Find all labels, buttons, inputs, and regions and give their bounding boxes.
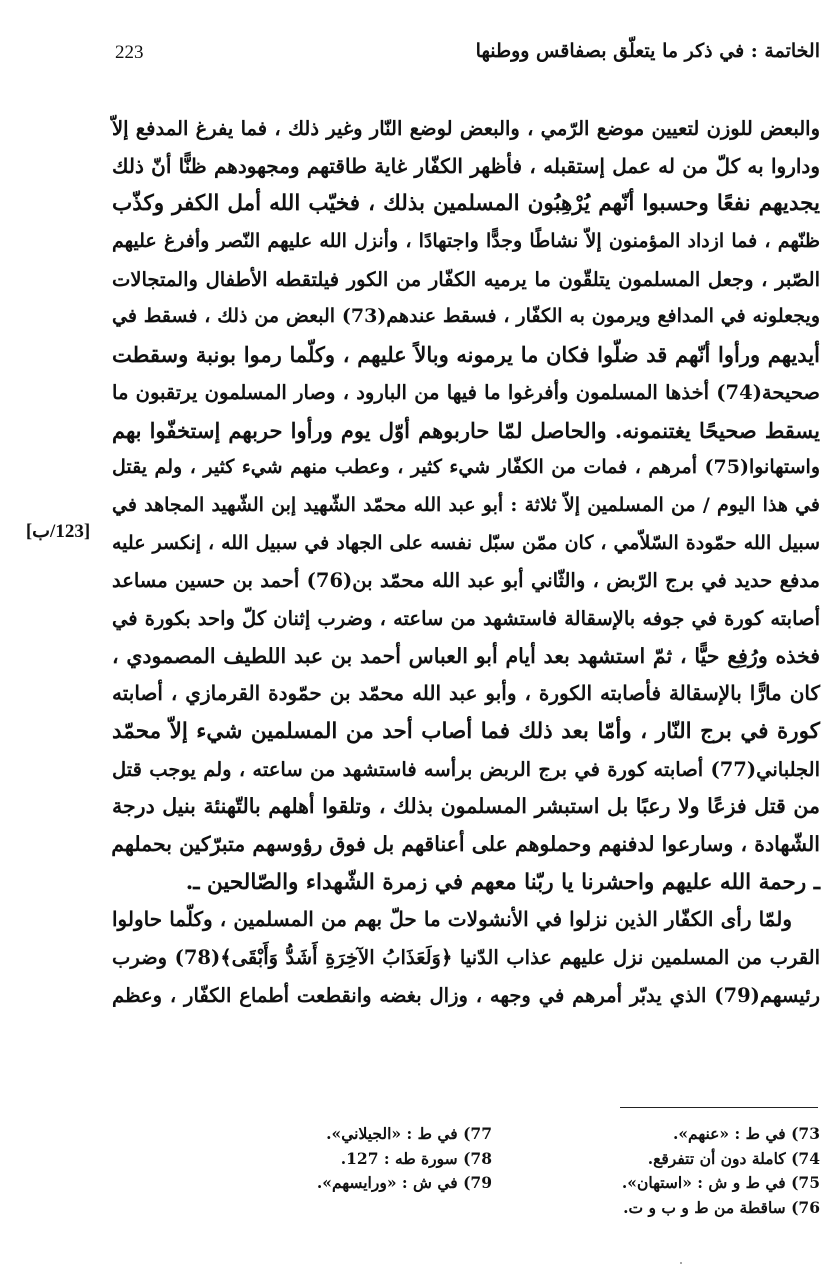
footnote-text: كاملة دون أن تتفرقع.: [647, 1148, 786, 1168]
text-line: كورة في برج النّار ، وأمّا بعد ذلك فما أصاب أحد من المسلمين شيء إلاّ محمّد: [112, 719, 820, 744]
footnote: [292, 1122, 492, 1147]
footnote: [520, 1171, 820, 1196]
text-line: الجلباني(77) أصابته كورة في برج الربض برأسه فاستشهد من ساعته ، ولم يوجب قتل: [112, 757, 820, 781]
footnote-text: سورة طه : 127.: [340, 1148, 458, 1168]
footnote-number: 77): [463, 1124, 492, 1143]
chapter-title: الخاتمة : في ذكر ما يتعلّق بصفاقس ووطنها: [475, 40, 820, 62]
text-line: واستهانوا(75) أمرهم ، فمات من الكفّار شيء كثير ، وعطب منهم شيء كثير ، ولم يقتل: [112, 456, 820, 479]
text-line: القرب من المسلمين نزل عليهم عذاب الدّنيا ﴿وَلَعَذَابُ الآخِرَةِ أَشَدُّ وَأَبْقَى﴾(78) وضرب: [112, 946, 821, 970]
footnote: [520, 1196, 820, 1221]
text-line: رئيسهم(79) الذي يدبّر أمرهم في وجهه ، وزال بغضه وانقطعت أطماع الكفّار ، وعظم: [112, 983, 820, 1007]
page-speck: [680, 1262, 682, 1264]
footnotes-right-column: [520, 1122, 820, 1220]
footnote-text: في ط : «الجيلاني».: [326, 1124, 458, 1143]
footnote-separator: [620, 1107, 818, 1108]
footnotes-left-column: [292, 1122, 492, 1196]
footnote-number: 75): [791, 1173, 820, 1192]
text-line: يسقط صحيحًا يغتنمونه. والحاصل لمّا حاربوهم أوّل يوم ورأوا حربهم إستخفّوا بهم: [112, 417, 820, 443]
text-line: مدفع حديد في برج الرّبض ، والثّاني أبو عبد الله محمّد بن(76) أحمد بن حسين مساعد: [112, 569, 820, 593]
running-header: [115, 40, 820, 70]
text-line: ويجعلونه في المدافع ويرمون به الكفّار ، فسقط عندهم(73) البعض من ذلك ، فسقط في: [112, 305, 821, 328]
page-number: 223: [115, 42, 144, 63]
text-line: والبعض للوزن لتعيين موضع الرّمي ، والبعض لوضع النّار وغير ذلك ، فما يفرغ المدفع إلاّ: [112, 117, 820, 140]
footnote: [292, 1147, 492, 1172]
text-line: في هذا اليوم / من المسلمين إلاّ ثلاثة : أبو عبد الله محمّد الشّهيد إبن الشّهيد المجاهد في: [112, 493, 820, 516]
footnote-text: في ش : «ورايسهم».: [316, 1173, 458, 1192]
text-line: ـ رحمة الله عليهم واحشرنا يا ربّنا معهم في زمرة الشّهداء والصّالحين ـ.: [185, 869, 820, 895]
text-line: الشّهادة ، وسارعوا لدفنهم وحملوهم على أعناقهم بل فوق رؤوسهم متبرّكين بحملهم: [111, 832, 820, 857]
footnote-number: 73): [791, 1124, 820, 1143]
text-line: أيديهم ورأوا أنّهم قد ضلّوا فكان ما يرمونه وبالاً عليهم ، وكلّما رموا بونبة وسقطت: [112, 342, 820, 368]
text-line: الصّبر ، وجعل المسلمون يتلقّون ما يرميه الكفّار من الكور فيلتقطه الأطفال والمتجالات: [112, 267, 820, 291]
footnote-number: 74): [791, 1148, 820, 1168]
main-text: [112, 110, 820, 1015]
footnote-number: 79): [463, 1173, 492, 1192]
text-line: يجديهم نفعًا وحسبوا أنّهم يُرْهِبُون المسلمين بذلك ، فخيّب الله أمل الكفر وكذّب: [112, 191, 820, 217]
text-line: سبيل الله حمّودة السّلاّمي ، كان ممّن سبّل نفسه على الجهاد في سبيل الله ، إنكسر عليه: [112, 531, 820, 554]
footnote: [292, 1171, 492, 1196]
text-line: فخذه ورُفِع حيًّا ، ثمّ استشهد بعد أيام أبو العباس أحمد بن عبد اللطيف المصمودي ،: [112, 643, 821, 668]
manuscript-folio-marker: [123/ب]: [25, 521, 91, 542]
text-line: أصابته كورة في جوفه بالإسقالة فاستشهد من ساعته ، وضرب إثنان كلّ واحد بكورة في: [112, 606, 820, 630]
footnote: [520, 1122, 820, 1147]
text-line: من قتل فزعًا ولا رعبًا بل استبشر المسلمون بذلك ، وتلقوا أهلهم بالتّهنئة بنيل درجة: [112, 794, 820, 819]
footnote-number: 78): [463, 1148, 492, 1168]
footnote-text: ساقطة من ط و ب و ت.: [623, 1197, 786, 1217]
text-line: كان مارًّا بالإسقالة فأصابته الكورة ، وأبو عبد الله محمّد بن حمّودة القرمازي ، أصابته: [112, 681, 820, 706]
text-line: وداروا به كلّ من له عمل إستقبله ، فأظهر الكفّار غاية طاقتهم ومجهودهم ظنًّا أنّ ذلك: [112, 153, 820, 178]
footnote-text: في ط : «عنهم».: [672, 1124, 786, 1143]
footnote: [520, 1147, 820, 1172]
text-line: صحيحة(74) أخذها المسلمون وأفرغوا ما فيها من البارود ، وصار المسلمون يرتقبون ما: [112, 380, 820, 404]
footnote-text: في ط و ش : «استهان».: [621, 1173, 786, 1192]
text-line: ظنّهم ، فما ازداد المؤمنون إلاّ نشاطًا وجدًّا واجتهادًا ، وأنزل الله عليهم النّصر وأفرغ عليهم: [112, 230, 820, 253]
text-line: ولمّا رأى الكفّار الذين نزلوا في الأنشولات ما حلّ بهم من المسلمين ، وكلّما حاولوا: [112, 907, 792, 932]
footnote-number: 76): [791, 1197, 820, 1217]
